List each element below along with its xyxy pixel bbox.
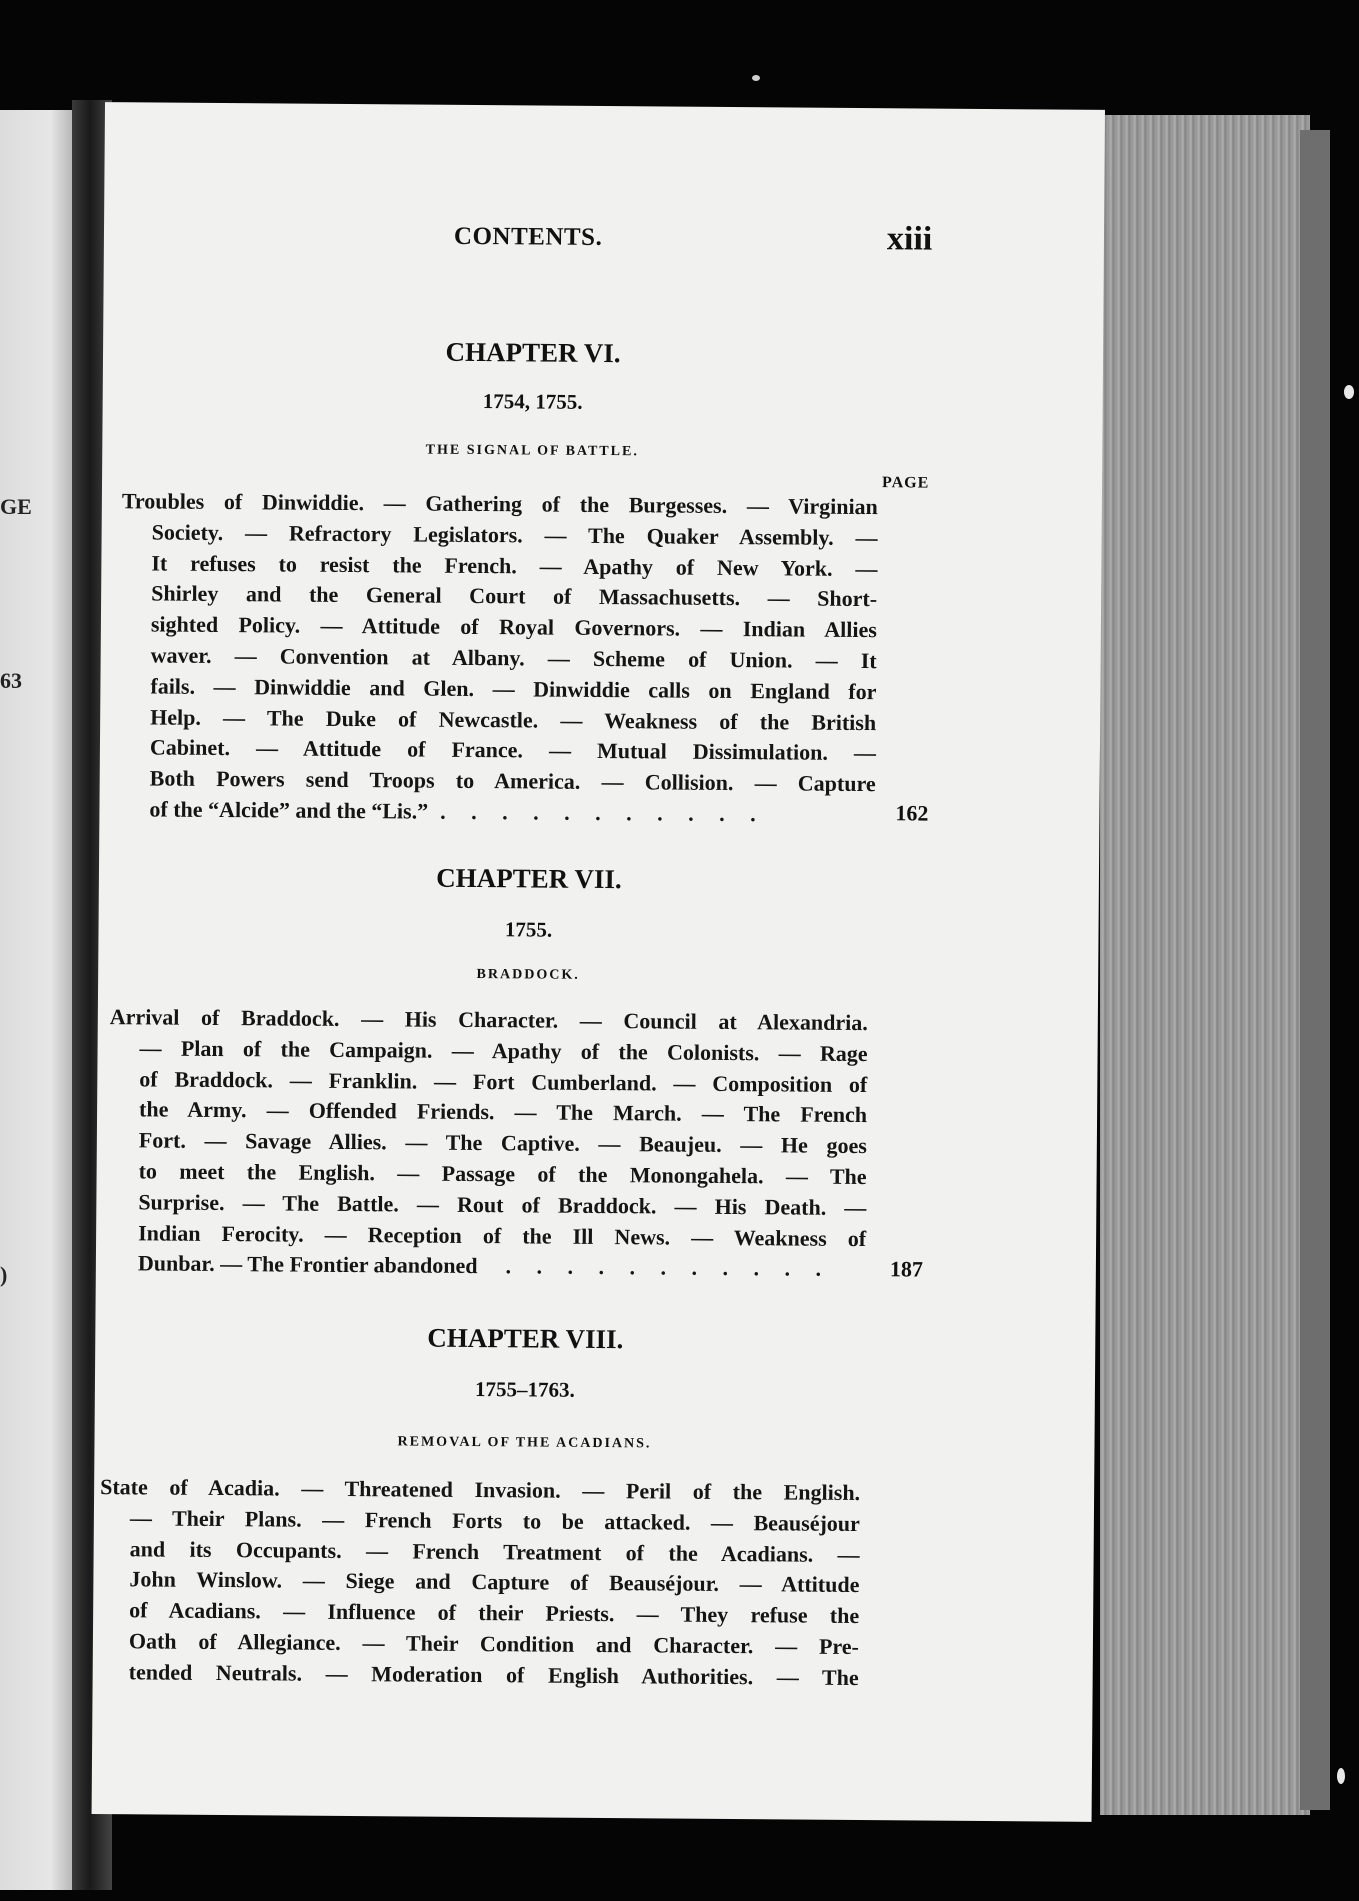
summary-line: Society. — Refractory Legislators. — The Quaker Assembly. —	[151, 519, 878, 550]
page-number: xiii	[886, 220, 933, 258]
chapter-years: 1754, 1755.	[482, 389, 583, 414]
chapter-page-ref: 187	[889, 1256, 923, 1282]
summary-line: Fort. — Savage Allies. — The Captive. — Beaujeu. — He goes	[138, 1127, 867, 1159]
summary-line: Surprise. — The Battle. — Rout of Braddock. — His Death. —	[138, 1189, 867, 1220]
chapter-title: CHAPTER VI.	[445, 336, 621, 369]
running-head: CONTENTS.	[453, 222, 603, 251]
dot-leaders: . . . . . . . . . . .	[440, 798, 766, 827]
chapter-page-ref: 162	[895, 800, 929, 826]
summary-line: to meet the English. — Passage of the Monongahela. — The	[138, 1158, 867, 1190]
chapter-subtitle: THE SIGNAL OF BATTLE.	[425, 442, 639, 460]
page-column-label: PAGE	[881, 474, 930, 492]
summary-line: Both Powers send Troops to America. — Collision. — Capture	[149, 765, 876, 797]
summary-line: Shirley and the General Court of Massachusetts. — Short-	[151, 580, 878, 612]
summary-line: Help. — The Duke of Newcastle. — Weakness of the British	[150, 704, 877, 735]
summary-line: Troubles of Dinwiddie. — Gathering of the Burgesses. — Virginian	[121, 488, 878, 520]
left-page-fragment: GE	[0, 494, 32, 519]
chapter-summary	[108, 1002, 868, 1285]
summary-line: Oath of Allegiance. — Their Condition and Character. — Pre-	[128, 1628, 860, 1660]
summary-line: of Acadians. — Influence of their Priests. — They refuse the	[129, 1597, 860, 1629]
summary-line: Arrival of Braddock. — His Character. — Council at Alexandria.	[109, 1004, 868, 1036]
summary-line: tended Neutrals. — Moderation of English Authorities. — The	[128, 1659, 859, 1690]
scan-speck	[1337, 1768, 1345, 1784]
left-page-fragment: 63	[0, 668, 22, 693]
chapter-title: CHAPTER VIII.	[427, 1322, 624, 1355]
summary-line: the Army. — Offended Friends. — The March. — The French	[139, 1096, 868, 1128]
chapter-summary	[99, 1472, 861, 1694]
summary-line: and its Occupants. — French Treatment of the Acadians. —	[129, 1535, 860, 1567]
summary-line: It refuses to resist the French. — Apathy of New York. —	[151, 550, 878, 581]
summary-line: of Braddock. — Franklin. — Fort Cumberland. — Composition of	[139, 1065, 868, 1097]
summary-line: State of Acadia. — Threatened Invasion. — Peril of the English.	[100, 1474, 861, 1506]
left-facing-page	[0, 110, 72, 1890]
summary-line: — Plan of the Campaign. — Apathy of the Colonists. — Rage	[139, 1035, 868, 1066]
dot-leaders: . . . . . . . . . . .	[505, 1253, 832, 1282]
edges-shadow	[1300, 130, 1330, 1810]
scan-speck	[752, 75, 760, 81]
chapter-summary	[119, 486, 878, 831]
chapter-subtitle: BRADDOCK.	[476, 967, 580, 983]
summary-line: of the “Alcide” and the “Lis.”	[149, 796, 429, 824]
chapter-subtitle: REMOVAL OF THE ACADIANS.	[397, 1434, 652, 1452]
chapter-title: CHAPTER VII.	[436, 862, 622, 895]
summary-line: — Their Plans. — French Forts to be attacked. — Beauséjour	[129, 1505, 860, 1536]
page-edges	[1100, 115, 1310, 1815]
summary-line: fails. — Dinwiddie and Glen. — Dinwiddie calls on England for	[150, 673, 877, 704]
summary-line: Cabinet. — Attitude of France. — Mutual Dissimulation. —	[149, 734, 877, 766]
summary-last-line	[149, 794, 875, 830]
book-page	[92, 102, 1105, 1822]
left-page-fragment: )	[0, 1262, 8, 1287]
summary-line: sighted Policy. — Attitude of Royal Governors. — Indian Allies	[150, 611, 877, 643]
summary-line: Indian Ferocity. — Reception of the Ill News. — Weakness of	[138, 1219, 867, 1251]
chapter-years: 1755.	[504, 917, 553, 942]
summary-line: Dunbar. — The Frontier abandoned	[137, 1250, 478, 1279]
chapter-years: 1755–1763.	[474, 1377, 575, 1402]
summary-last-line	[138, 1249, 866, 1286]
summary-line: John Winslow. — Siege and Capture of Beauséjour. — Attitude	[129, 1566, 860, 1598]
summary-line: waver. — Convention at Albany. — Scheme of Union. — It	[150, 642, 877, 674]
scan-speck	[1344, 385, 1354, 399]
